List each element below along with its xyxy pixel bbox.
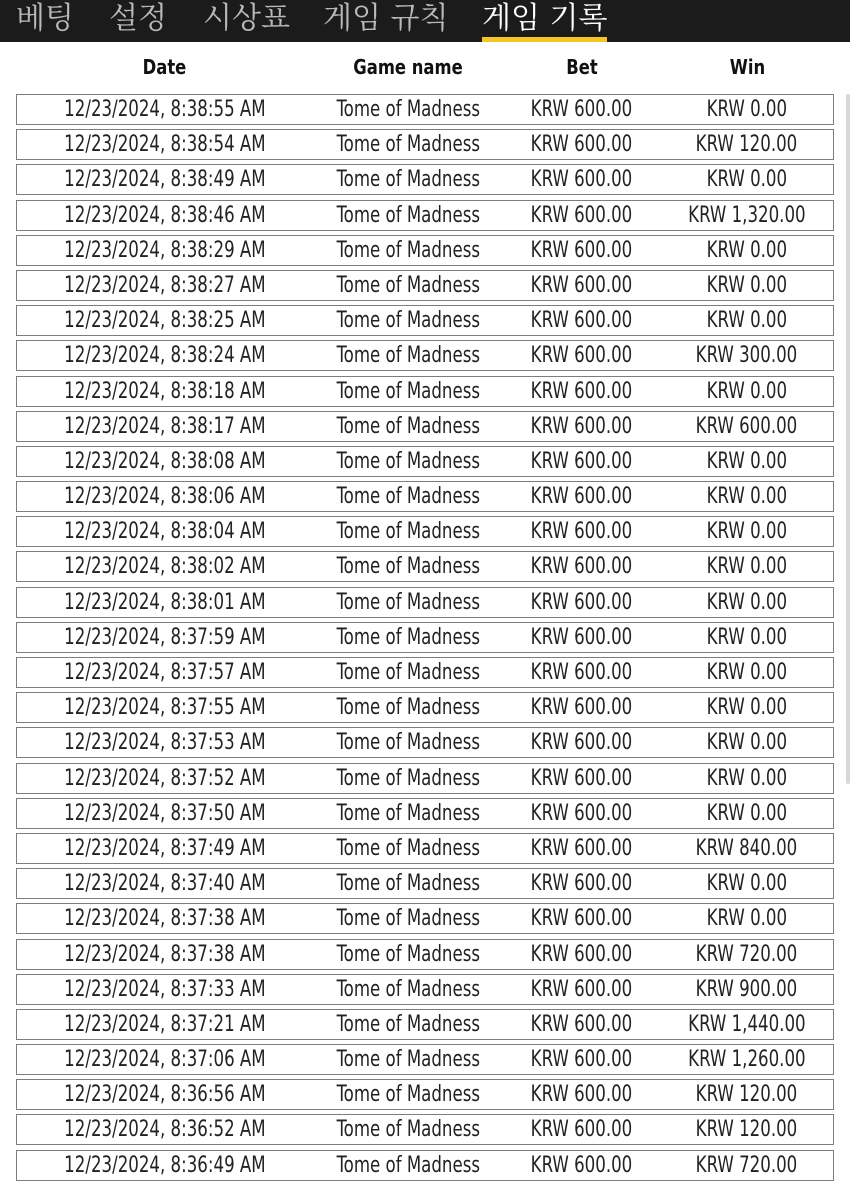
column-header-win: Win [729, 55, 766, 79]
cell-bet [503, 482, 661, 511]
game-history-table [16, 94, 834, 1185]
cell-win [660, 1115, 833, 1144]
table-row[interactable] [16, 692, 834, 723]
cell-date-text: 12/23/2024, 8:37:33 AM [64, 976, 266, 1002]
cell-date [17, 975, 313, 1004]
cell-win [660, 658, 833, 687]
cell-bet [503, 306, 661, 335]
cell-game-name-text: Tome of Madness [336, 1047, 480, 1073]
cell-date-text: 12/23/2024, 8:38:24 AM [64, 343, 266, 369]
cell-date-text: 12/23/2024, 8:38:55 AM [64, 97, 266, 122]
cell-bet-text: KRW 600.00 [530, 97, 633, 122]
table-row[interactable] [16, 1044, 834, 1075]
cell-date [17, 447, 313, 476]
table-row[interactable] [16, 657, 834, 688]
cell-date [17, 1045, 313, 1074]
cell-date-text: 12/23/2024, 8:38:54 AM [64, 132, 266, 158]
cell-win [660, 341, 833, 370]
table-row[interactable] [16, 376, 834, 407]
table-row[interactable] [16, 727, 834, 758]
cell-date-text: 12/23/2024, 8:37:21 AM [64, 1011, 266, 1037]
cell-bet-text: KRW 600.00 [530, 906, 633, 932]
cell-bet [503, 95, 661, 124]
cell-date [17, 412, 313, 441]
cell-win [660, 588, 833, 617]
cell-game-name-text: Tome of Madness [336, 519, 480, 545]
table-row[interactable] [16, 94, 834, 125]
cell-game-name-text: Tome of Madness [336, 695, 480, 721]
cell-game-name-text: Tome of Madness [336, 1152, 480, 1178]
cell-date [17, 764, 313, 793]
cell-date-text: 12/23/2024, 8:38:04 AM [64, 519, 266, 545]
cell-date-text: 12/23/2024, 8:38:46 AM [64, 202, 266, 228]
table-row[interactable] [16, 1009, 834, 1040]
table-row[interactable] [16, 1150, 834, 1181]
cell-bet [503, 271, 661, 300]
cell-win [660, 482, 833, 511]
cell-game-name [313, 764, 503, 793]
table-row[interactable] [16, 974, 834, 1005]
cell-game-name-text: Tome of Madness [336, 660, 480, 685]
cell-game-name [313, 1115, 503, 1144]
cell-win [660, 447, 833, 476]
cell-win-text: KRW 0.00 [706, 272, 787, 298]
table-row[interactable] [16, 551, 834, 582]
cell-game-name-text: Tome of Madness [336, 202, 480, 228]
cell-game-name-text: Tome of Madness [336, 272, 480, 298]
cell-game-name-text: Tome of Madness [336, 308, 480, 334]
cell-date [17, 693, 313, 722]
table-row[interactable] [16, 481, 834, 512]
cell-date-text: 12/23/2024, 8:38:06 AM [64, 484, 266, 510]
cell-bet [503, 588, 661, 617]
cell-game-name-text: Tome of Madness [336, 97, 480, 122]
cell-game-name-text: Tome of Madness [336, 835, 480, 861]
table-row[interactable] [16, 270, 834, 301]
cell-bet [503, 1151, 661, 1180]
cell-bet-text: KRW 600.00 [530, 1047, 633, 1073]
cell-bet-text: KRW 600.00 [530, 871, 633, 897]
cell-bet [503, 447, 661, 476]
cell-date-text: 12/23/2024, 8:37:38 AM [64, 906, 266, 932]
cell-bet-text: KRW 600.00 [530, 202, 633, 228]
cell-date [17, 306, 313, 335]
cell-win [660, 201, 833, 230]
cell-win-text: KRW 0.00 [706, 484, 787, 510]
cell-bet-text: KRW 600.00 [530, 554, 633, 580]
table-row[interactable] [16, 939, 834, 970]
cell-win [660, 799, 833, 828]
cell-game-name-text: Tome of Madness [336, 554, 480, 580]
table-row[interactable] [16, 235, 834, 266]
cell-win [660, 693, 833, 722]
cell-bet [503, 975, 661, 1004]
cell-date-text: 12/23/2024, 8:37:40 AM [64, 871, 266, 897]
cell-date-text: 12/23/2024, 8:37:52 AM [64, 765, 266, 791]
cell-date [17, 1080, 313, 1109]
cell-game-name [313, 552, 503, 581]
cell-win [660, 95, 833, 124]
table-row[interactable] [16, 763, 834, 794]
cell-win-text: KRW 900.00 [695, 976, 798, 1002]
cell-date [17, 869, 313, 898]
column-header-bet: Bet [566, 55, 598, 79]
cell-win-text: KRW 1,440.00 [687, 1011, 806, 1037]
cell-game-name [313, 1151, 503, 1180]
cell-bet [503, 552, 661, 581]
cell-win-text: KRW 0.00 [706, 237, 787, 263]
cell-bet [503, 1080, 661, 1109]
cell-win-text: KRW 120.00 [695, 132, 798, 158]
cell-date [17, 95, 313, 124]
cell-date-text: 12/23/2024, 8:37:38 AM [64, 941, 266, 967]
cell-date [17, 940, 313, 969]
cell-date [17, 552, 313, 581]
cell-win-text: KRW 0.00 [706, 695, 787, 721]
cell-bet-text: KRW 600.00 [530, 378, 633, 404]
cell-bet-text: KRW 600.00 [530, 1011, 633, 1037]
tab-game-rules[interactable]: 게임 규칙 [323, 1, 449, 36]
cell-bet-text: KRW 600.00 [530, 167, 633, 193]
cell-win [660, 728, 833, 757]
cell-win [660, 236, 833, 265]
cell-game-name-text: Tome of Madness [336, 906, 480, 932]
cell-date [17, 588, 313, 617]
cell-date-text: 12/23/2024, 8:38:17 AM [64, 413, 266, 439]
cell-bet-text: KRW 600.00 [530, 308, 633, 334]
cell-date [17, 1151, 313, 1180]
cell-date [17, 658, 313, 687]
cell-win-text: KRW 0.00 [706, 378, 787, 404]
cell-game-name [313, 658, 503, 687]
cell-win [660, 623, 833, 652]
cell-win [660, 1010, 833, 1039]
table-row[interactable] [16, 164, 834, 195]
cell-date-text: 12/23/2024, 8:38:01 AM [64, 589, 266, 615]
cell-date-text: 12/23/2024, 8:38:02 AM [64, 554, 266, 580]
cell-game-name-text: Tome of Madness [336, 167, 480, 193]
cell-win-text: KRW 720.00 [695, 941, 798, 967]
cell-win [660, 869, 833, 898]
cell-win-text: KRW 0.00 [706, 448, 787, 474]
cell-game-name [313, 834, 503, 863]
cell-game-name [313, 447, 503, 476]
cell-game-name-text: Tome of Madness [336, 871, 480, 897]
cell-bet [503, 130, 661, 159]
table-row[interactable] [16, 516, 834, 547]
tab-game-history[interactable] [482, 0, 607, 42]
cell-bet-text: KRW 600.00 [530, 624, 633, 650]
cell-bet-text: KRW 600.00 [530, 132, 633, 158]
column-header-date: Date [142, 55, 187, 79]
cell-date [17, 201, 313, 230]
cell-game-name-text: Tome of Madness [336, 800, 480, 826]
cell-game-name [313, 1045, 503, 1074]
cell-game-name-text: Tome of Madness [336, 765, 480, 791]
cell-date [17, 1115, 313, 1144]
cell-bet [503, 236, 661, 265]
cell-win-text: KRW 1,260.00 [687, 1047, 806, 1073]
cell-game-name [313, 904, 503, 933]
cell-bet-text: KRW 600.00 [530, 800, 633, 826]
cell-date-text: 12/23/2024, 8:37:57 AM [64, 660, 266, 685]
cell-date-text: 12/23/2024, 8:38:29 AM [64, 237, 266, 263]
cell-game-name [313, 165, 503, 194]
table-row[interactable] [16, 798, 834, 829]
cell-date [17, 236, 313, 265]
cell-game-name [313, 377, 503, 406]
table-header [16, 50, 834, 86]
cell-win [660, 764, 833, 793]
cell-win-text: KRW 0.00 [706, 97, 787, 122]
cell-game-name-text: Tome of Madness [336, 413, 480, 439]
cell-win [660, 975, 833, 1004]
cell-bet-text: KRW 600.00 [530, 413, 633, 439]
cell-date-text: 12/23/2024, 8:38:49 AM [64, 167, 266, 193]
cell-win-text: KRW 0.00 [706, 871, 787, 897]
cell-win-text: KRW 0.00 [706, 730, 787, 756]
cell-bet [503, 728, 661, 757]
cell-win [660, 377, 833, 406]
cell-game-name-text: Tome of Madness [336, 1117, 480, 1143]
cell-bet-text: KRW 600.00 [530, 660, 633, 685]
cell-win [660, 412, 833, 441]
cell-date-text: 12/23/2024, 8:37:06 AM [64, 1047, 266, 1073]
tab-betting[interactable]: 베팅 [16, 1, 74, 36]
cell-bet [503, 623, 661, 652]
cell-win [660, 904, 833, 933]
cell-bet [503, 377, 661, 406]
cell-win-text: KRW 720.00 [695, 1152, 798, 1178]
cell-bet [503, 517, 661, 546]
cell-bet [503, 834, 661, 863]
cell-game-name [313, 623, 503, 652]
cell-win-text: KRW 600.00 [695, 413, 798, 439]
cell-date-text: 12/23/2024, 8:36:56 AM [64, 1082, 266, 1108]
cell-bet-text: KRW 600.00 [530, 448, 633, 474]
cell-bet-text: KRW 600.00 [530, 1152, 633, 1178]
cell-date-text: 12/23/2024, 8:37:49 AM [64, 835, 266, 861]
cell-win-text: KRW 0.00 [706, 624, 787, 650]
cell-date [17, 130, 313, 159]
cell-date-text: 12/23/2024, 8:36:52 AM [64, 1117, 266, 1143]
cell-game-name [313, 869, 503, 898]
cell-game-name-text: Tome of Madness [336, 976, 480, 1002]
cell-game-name [313, 306, 503, 335]
table-row[interactable] [16, 833, 834, 864]
cell-date-text: 12/23/2024, 8:37:53 AM [64, 730, 266, 756]
cell-bet-text: KRW 600.00 [530, 1082, 633, 1108]
cell-win [660, 834, 833, 863]
cell-bet [503, 412, 661, 441]
cell-date-text: 12/23/2024, 8:38:27 AM [64, 272, 266, 298]
cell-bet [503, 1045, 661, 1074]
cell-win [660, 552, 833, 581]
cell-bet-text: KRW 600.00 [530, 730, 633, 756]
cell-bet [503, 693, 661, 722]
cell-game-name [313, 130, 503, 159]
cell-date [17, 728, 313, 757]
cell-date [17, 834, 313, 863]
cell-game-name-text: Tome of Madness [336, 1082, 480, 1108]
table-row[interactable] [16, 200, 834, 231]
cell-win-text: KRW 0.00 [706, 308, 787, 334]
cell-game-name [313, 799, 503, 828]
cell-win-text: KRW 300.00 [695, 343, 798, 369]
table-row[interactable] [16, 446, 834, 477]
cell-win-text: KRW 1,320.00 [687, 202, 806, 228]
cell-bet [503, 869, 661, 898]
cell-game-name [313, 201, 503, 230]
cell-win-text: KRW 840.00 [695, 835, 798, 861]
cell-bet-text: KRW 600.00 [530, 343, 633, 369]
cell-bet [503, 165, 661, 194]
cell-bet [503, 341, 661, 370]
cell-date [17, 623, 313, 652]
cell-game-name [313, 236, 503, 265]
cell-bet-text: KRW 600.00 [530, 695, 633, 721]
table-row[interactable] [16, 305, 834, 336]
cell-game-name-text: Tome of Madness [336, 941, 480, 967]
cell-bet-text: KRW 600.00 [530, 589, 633, 615]
cell-win-text: KRW 0.00 [706, 800, 787, 826]
cell-date-text: 12/23/2024, 8:38:25 AM [64, 308, 266, 334]
cell-game-name-text: Tome of Madness [336, 730, 480, 756]
cell-win-text: KRW 0.00 [706, 765, 787, 791]
cell-win-text: KRW 0.00 [706, 167, 787, 193]
scrollbar[interactable] [846, 94, 850, 784]
cell-win-text: KRW 0.00 [706, 906, 787, 932]
cell-bet-text: KRW 600.00 [530, 519, 633, 545]
cell-game-name-text: Tome of Madness [336, 589, 480, 615]
column-header-game-name: Game name [353, 55, 463, 79]
top-tab-bar [0, 0, 850, 42]
cell-bet-text: KRW 600.00 [530, 1117, 633, 1143]
cell-bet-text: KRW 600.00 [530, 976, 633, 1002]
cell-game-name [313, 1010, 503, 1039]
cell-date-text: 12/23/2024, 8:38:08 AM [64, 448, 266, 474]
cell-bet-text: KRW 600.00 [530, 237, 633, 263]
cell-win-text: KRW 120.00 [695, 1117, 798, 1143]
cell-bet-text: KRW 600.00 [530, 484, 633, 510]
cell-bet-text: KRW 600.00 [530, 835, 633, 861]
cell-win [660, 517, 833, 546]
cell-date [17, 341, 313, 370]
cell-game-name [313, 975, 503, 1004]
cell-win-text: KRW 120.00 [695, 1082, 798, 1108]
table-row[interactable] [16, 1079, 834, 1110]
cell-date [17, 377, 313, 406]
cell-date [17, 517, 313, 546]
cell-game-name [313, 271, 503, 300]
cell-game-name [313, 517, 503, 546]
cell-date [17, 904, 313, 933]
cell-date [17, 1010, 313, 1039]
tab-paytable[interactable]: 시상표 [203, 1, 290, 36]
cell-bet [503, 764, 661, 793]
cell-bet [503, 201, 661, 230]
table-row[interactable] [16, 868, 834, 899]
table-row[interactable] [16, 903, 834, 934]
cell-date-text: 12/23/2024, 8:38:18 AM [64, 378, 266, 404]
cell-game-name-text: Tome of Madness [336, 132, 480, 158]
cell-date-text: 12/23/2024, 8:37:55 AM [64, 695, 266, 721]
cell-bet [503, 1010, 661, 1039]
cell-game-name [313, 412, 503, 441]
cell-date-text: 12/23/2024, 8:37:50 AM [64, 800, 266, 826]
cell-win-text: KRW 0.00 [706, 660, 787, 685]
cell-win [660, 271, 833, 300]
cell-game-name [313, 1080, 503, 1109]
cell-bet [503, 799, 661, 828]
cell-date [17, 271, 313, 300]
cell-game-name-text: Tome of Madness [336, 448, 480, 474]
table-row[interactable] [16, 1114, 834, 1145]
cell-bet-text: KRW 600.00 [530, 765, 633, 791]
cell-bet [503, 940, 661, 969]
cell-game-name [313, 693, 503, 722]
cell-bet [503, 1115, 661, 1144]
table-row[interactable] [16, 411, 834, 442]
table-row[interactable] [16, 622, 834, 653]
cell-date-text: 12/23/2024, 8:37:59 AM [64, 624, 266, 650]
cell-win [660, 1080, 833, 1109]
table-row[interactable] [16, 587, 834, 618]
table-row[interactable] [16, 340, 834, 371]
table-row[interactable] [16, 129, 834, 160]
cell-win [660, 1045, 833, 1074]
cell-date-text: 12/23/2024, 8:36:49 AM [64, 1152, 266, 1178]
cell-date [17, 165, 313, 194]
tab-game-history-label: 게임 기록 [482, 1, 608, 36]
cell-win [660, 306, 833, 335]
cell-game-name [313, 482, 503, 511]
cell-game-name [313, 341, 503, 370]
cell-win [660, 165, 833, 194]
cell-game-name-text: Tome of Madness [336, 484, 480, 510]
cell-game-name-text: Tome of Madness [336, 378, 480, 404]
cell-game-name-text: Tome of Madness [336, 237, 480, 263]
cell-date [17, 482, 313, 511]
cell-win-text: KRW 0.00 [706, 519, 787, 545]
cell-win [660, 1151, 833, 1180]
cell-win-text: KRW 0.00 [706, 589, 787, 615]
cell-game-name [313, 588, 503, 617]
active-tab-underline [482, 37, 607, 42]
cell-win [660, 130, 833, 159]
cell-game-name [313, 940, 503, 969]
cell-win-text: KRW 0.00 [706, 554, 787, 580]
cell-bet-text: KRW 600.00 [530, 941, 633, 967]
cell-bet [503, 904, 661, 933]
cell-game-name-text: Tome of Madness [336, 343, 480, 369]
cell-game-name-text: Tome of Madness [336, 624, 480, 650]
cell-date [17, 799, 313, 828]
cell-game-name [313, 95, 503, 124]
cell-game-name [313, 728, 503, 757]
cell-bet [503, 658, 661, 687]
tab-settings[interactable]: 설정 [109, 1, 167, 36]
cell-game-name-text: Tome of Madness [336, 1011, 480, 1037]
cell-win [660, 940, 833, 969]
cell-bet-text: KRW 600.00 [530, 272, 633, 298]
